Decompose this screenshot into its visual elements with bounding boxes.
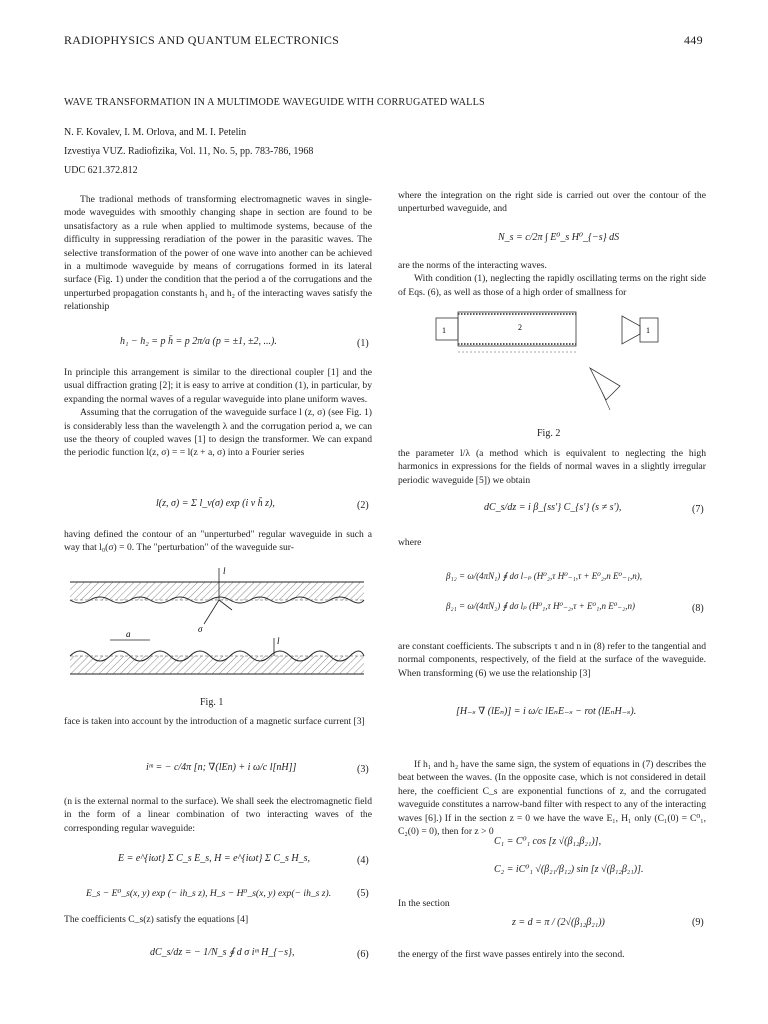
equation-8-number: (8) (692, 603, 704, 614)
equation-5-number: (5) (357, 888, 369, 899)
equation-6: dC_s/dz = − 1/N_s ∮ d σ iᵐ H_{−s}, (150, 947, 295, 958)
right-paragraph-7: In the section (398, 898, 450, 909)
equation-norm: N_s = c/2π ∫ E⁰_s H⁰_{−s} dS (498, 232, 620, 243)
port-1-box (436, 318, 458, 340)
detector-horn (590, 368, 620, 400)
equation-8a: β₁₂ = ω/(4πN₁) ∮ dσ l₋ₚ (H⁰₂,τ H⁰₋₁,τ + E⁰₂,n E⁰₋₁,n), (446, 571, 642, 581)
right-paragraph-6: If h₁ and h₂ have the same sign, the system of equations in (7) describes the beat between the waves. (In the opposite case, which is not considered in detail here, the coefficient C_s are exponential functions of z, and the corrugated waveguide constitutes a narrow-band filter with respect to any of the interacting waves [6].) If in the section z = 0 we have the wave E₁, H₁ only (C₁(0) = C⁰₁, C₂(0) = 0), then for z > 0 (398, 759, 706, 838)
left-paragraph-4: having defined the contour of an "unperturbed" regular waveguide in such a way that l₀(σ) = 0. The "perturbation" of the waveguide sur- (64, 529, 372, 554)
equation-3-number: (3) (357, 764, 369, 775)
authors: N. F. Kovalev, I. M. Orlova, and M. I. Petelin (64, 127, 247, 138)
equation-1: h₁ − h₂ = p h̄ = p 2π/a (p = ±1, ±2, ...). (120, 336, 277, 347)
left-paragraph-5: face is taken into account by the introduction of a magnetic surface current [3] (64, 716, 365, 727)
fig2-label-2: 2 (518, 323, 522, 332)
right-paragraph-2: are the norms of the interacting waves. With condition (1), neglecting the rapidly oscillating terms on the right side of Eqs. (6), as well as those of a high order of smallness for (398, 260, 706, 298)
sigma-arrow (204, 600, 219, 624)
figure-2-transformer-schematic (430, 300, 670, 420)
fig2-label-1: 1 (442, 326, 446, 335)
equation-6-number: (6) (357, 949, 369, 960)
corrugated-section (458, 312, 576, 346)
equation-8b: β₂₁ = ω/(4πN₂) ∮ dσ lₚ (H⁰₁,τ H⁰₋₂,τ + E⁰₁,n E⁰₋₂,n) (446, 601, 635, 611)
article-title: WAVE TRANSFORMATION IN A MULTIMODE WAVEGUIDE WITH CORRUGATED WALLS (64, 97, 485, 108)
right-paragraph-5: are constant coefficients. The subscripts τ and n in (8) refer to the tangential and normal components, respectively, of the field at the surface of the waveguide. When transforming (6) we use the relationship [3] (398, 641, 706, 679)
udc-code: UDC 621.372.812 (64, 165, 138, 176)
equation-2-number: (2) (357, 500, 369, 511)
label-sigma: σ (198, 624, 203, 634)
right-paragraph-4: the parameter l/λ (a method which is equivalent to neglecting the high harmonics in expressions for the fields of normal waves in a slightly irregular periodic waveguide [5]) we obtain (398, 448, 706, 486)
label-l-bottom: l (277, 636, 280, 646)
label-a: a (126, 629, 131, 639)
equation-2: l(z, σ) = Σ l_ν(σ) exp (i ν h̄ z), (156, 498, 275, 509)
where-label: where (398, 537, 422, 548)
label-l-top: l (223, 566, 226, 576)
equation-5: E_s − E⁰_s(x, y) exp (− ih_s z), H_s − H⁰_s(x, y) exp(− ih_s z). (86, 888, 332, 899)
figure-2-caption: Fig. 2 (537, 428, 561, 439)
horn-antenna (622, 316, 640, 344)
equation-9-number: (9) (692, 917, 704, 928)
bottom-wall-hatch (70, 656, 364, 674)
figure-1-caption: Fig. 1 (200, 697, 224, 708)
left-paragraph-7: The coefficients C_s(z) satisfy the equations [4] (64, 914, 249, 925)
left-paragraph-2: In principle this arrangement is similar to the directional coupler [1] and the usual diffraction grating [2]; it is easy to arrive at condition (1), in particular, by expanding the normal waves of a regular waveguide into plane uniform waves. Assuming that the corrugation of the waveguide surface l (z, σ) (see Fig. 1) is considerably less than the wavelength λ and the corrugation period a, we can use the theory of coupled waves [1] to design the transformer. We can expand the periodic function l(z, σ) = = l(z + a, σ) into a Fourier series (64, 367, 372, 459)
page-number: 449 (684, 33, 703, 47)
equation-c1: C₁ = C⁰₁ cos [z √(β₁₂β₂₁)], (494, 836, 602, 847)
left-paragraph-1: The tradional methods of transforming electromagnetic waves in single-mode waveguides with smoothly changing shape in section are found to be unsatisfactory as a rule when applied to multimode systems, because of the difficulty in suppressing reradiation of the power in the parasitic waves. The selective transformation of the power of one wave into another can be achieved in a multimode waveguide by means of corrugations formed in its lateral surface (Fig. 1) under the condition that the period a of the corrugations and the unperturbed propagation constants h₁ and h₂ of the interacting waves satisfy the relationship (64, 194, 372, 313)
equation-3: iᵐ = − c/4π [n; ∇(lEn) + i ω/c l[nH]] (146, 762, 297, 773)
source-citation: Izvestiya VUZ. Radiofizika, Vol. 11, No. 5, pp. 783-786, 1968 (64, 146, 314, 157)
figure-1-corrugated-waveguide (64, 560, 370, 690)
equation-c2: C₂ = iC⁰₁ √(β₂₁/β₁₂) sin [z √(β₁₂β₂₁)]. (494, 864, 644, 875)
right-paragraph-8: the energy of the first wave passes entirely into the second. (398, 949, 625, 960)
journal-header: RADIOPHYSICS AND QUANTUM ELECTRONICS (64, 33, 340, 47)
equation-1-number: (1) (357, 338, 369, 349)
right-paragraph-1: where the integration on the right side is carried out over the contour of the unperturbed waveguide, and (398, 190, 706, 215)
equation-9: z = d = π / (2√(β₁₂β₂₁)) (512, 917, 605, 928)
equation-7: dC_s/dz = i β_{ss'} C_{s'} (s ≠ s'), (484, 502, 622, 513)
equation-4: E = e^{iωt} Σ C_s E_s, H = e^{iωt} Σ C_s H_s, (118, 853, 310, 864)
equation-7-number: (7) (692, 504, 704, 515)
equation-relationship: [H₋ₛ ∇ (lEₙ)] = i ω/c lEₙE₋ₛ − rot (lEₙH₋ₛ). (456, 706, 637, 717)
left-paragraph-6: (n is the external normal to the surface). We shall seek the electromagnetic field in the form of a linear combination of two interacting waves of the corresponding regular waveguide: (64, 796, 372, 834)
fig2-label-3: 1 (646, 326, 650, 335)
equation-4-number: (4) (357, 855, 369, 866)
